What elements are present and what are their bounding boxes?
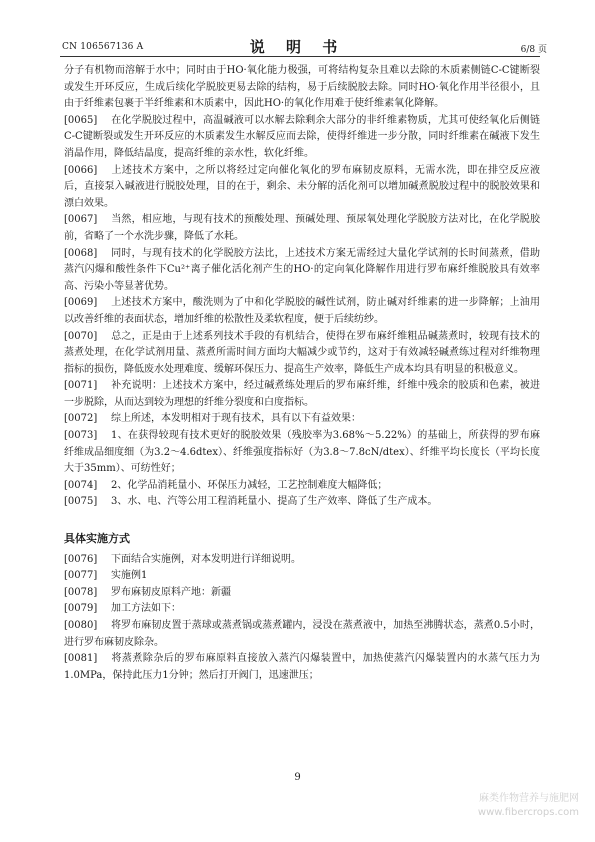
- paragraph-number: [0075]: [64, 496, 98, 508]
- section-heading: 具体实施方式: [64, 532, 130, 546]
- paragraph-0077: [64, 568, 540, 585]
- paragraph-text: 3、水、电、汽等公用工程消耗量小、提高了生产效率、降低了生产成本。: [111, 496, 438, 508]
- paragraph-0067: [64, 212, 540, 245]
- paragraph-0079: [64, 601, 540, 618]
- paragraph-number: [0070]: [64, 330, 98, 342]
- paragraph-text: 将罗布麻韧皮置于蒸球或蒸煮锅或蒸煮罐内，浸没在蒸煮液中，加热至沸腾状态，蒸煮0.5小时，进行罗布麻韧皮除杂。: [64, 620, 540, 648]
- paragraph-number: [0067]: [64, 214, 98, 226]
- paragraph-number: [0068]: [64, 247, 98, 259]
- paragraph-text: 综上所述，本发明相对于现有技术，具有以下有益效果：: [111, 413, 361, 425]
- description-body: [64, 63, 540, 684]
- paragraph-number: [0077]: [64, 570, 98, 582]
- paragraph-text: 总之，正是由于上述系列技术手段的有机结合，使得在罗布麻纤维粗品碱蒸煮时，较现有技术的蒸煮处理，在化学试剂用量、蒸煮所需时间方面均大幅减少或节约，这对于有效减轻碱煮练过程对纤维物理指标的损伤，降低废水处理难度、缓解环保压力、提高生产效率，降低生产成本均具有明显的积极意义。: [64, 330, 540, 375]
- paragraph-0073: [64, 428, 540, 478]
- paragraph-number: [0073]: [64, 430, 98, 442]
- paragraph-number: [0081]: [64, 653, 98, 665]
- paragraph-0072: [64, 411, 540, 428]
- paragraph-number: [0065]: [64, 114, 98, 126]
- page-number: 9: [294, 772, 301, 783]
- paragraph-0075: [64, 494, 540, 511]
- paragraph-number: [0080]: [64, 620, 98, 631]
- paragraph-number: [0076]: [64, 553, 98, 565]
- paragraph-text: 将蒸煮除杂后的罗布麻原料直接放入蒸汽闪爆装置中，加热使蒸汽闪爆装置内的水蒸气压力为1.0MPa，保持此压力1分钟；然后打开阀门，迅速泄压；: [64, 653, 540, 681]
- paragraph-text: 实施例1: [111, 570, 148, 582]
- paragraph-text: 当然，相应地，与现有技术的预酸处理、预碱处理、预尿氧处理化学脱胶方法对比，在化学脱胶前，省略了一个水洗步骤，降低了水耗。: [64, 214, 540, 242]
- paragraph-0078: [64, 585, 540, 602]
- paragraph-text: 上述技术方案中，之所以将经过定向催化氧化的罗布麻韧皮原料，无需水洗，即在排空反应液后，直接泵入碱液进行脱胶处理，目的在于，剩余、未分解的活化剂可以增加碱煮脱胶过程中的脱胶效果和漂白效果。: [64, 164, 540, 209]
- paragraph-0076: [64, 552, 540, 569]
- document-title: 说 明 书: [249, 38, 346, 56]
- paragraph-0074: [64, 478, 540, 495]
- paragraph-0069: [64, 295, 540, 328]
- watermark: [478, 792, 579, 820]
- paragraph-continuation: [64, 63, 540, 113]
- paragraph-number: [0072]: [64, 413, 98, 425]
- paragraph-0081: [64, 651, 540, 684]
- paragraph-0068: [64, 246, 540, 296]
- paragraph-number: [0071]: [64, 380, 98, 392]
- paragraph-text: 罗布麻韧皮原料产地：新疆: [111, 586, 231, 598]
- paragraph-text: 上述技术方案中，酸洗则为了中和化学脱胶的碱性试剂，防止碱对纤维素的进一步降解；上油用以改善纤维的表面状态，增加纤维的松散性及柔软程度，便于后续纺纱。: [64, 297, 540, 325]
- page-indicator: 6/8 页: [520, 45, 547, 55]
- paragraph-0066: [64, 163, 540, 213]
- paragraph-number: [0066]: [64, 164, 98, 176]
- paragraph-number: [0074]: [64, 479, 98, 491]
- patent-number: CN 106567136 A: [62, 42, 144, 52]
- paragraph-text: 补充说明：上述技术方案中，经过碱煮练处理后的罗布麻纤维，纤维中残余的胶质和色素，被进一步脱除，从而达到较为理想的纤维分裂度和白度指标。: [64, 380, 540, 408]
- paragraph-0070: [64, 329, 540, 379]
- paragraph-number: [0078]: [64, 586, 98, 598]
- paragraph-0065: [64, 113, 540, 163]
- paragraph-text: 下面结合实施例，对本发明进行详细说明。: [111, 553, 301, 565]
- paragraph-text: 在化学脱胶过程中，高温碱液可以水解去除剩余大部分的非纤维素物质，尤其可使经氧化后侧链C-C键断裂或发生开环反应的木质素发生水解反应而去除，使得纤维进一步分散，同时纤维素在碱液下发生消晶作用，降低结晶度，提高纤维的亲水性，软化纤维。: [64, 114, 540, 159]
- paragraph-0080: [64, 618, 540, 651]
- paragraph-number: [0069]: [64, 297, 98, 309]
- watermark-title: 麻类作物营养与施肥网: [479, 793, 579, 804]
- paragraph-0071: [64, 378, 540, 411]
- paragraph-text: 1、在获得较现有技术更好的脱胶效果（残胶率为3.68%～5.22%）的基础上，所获得的罗布麻纤维成品细度细（为3.2～4.6dtex）、纤维强度指标好（为3.8～7.8cN/dtex）、纤维平均长度长（平均长度大于35mm）、可纺性好；: [64, 430, 540, 475]
- paragraph-text: 同时，与现有技术的化学脱胶方法比，上述技术方案无需经过大量化学试剂的长时间蒸煮，借助蒸汽闪爆和酸性条件下Cu²⁺离子催化活化剂产生的HO·的定向氧化降解作用进行罗布麻纤维脱胶具有效率高、污染小等显著优势。: [64, 247, 540, 292]
- watermark-url: www.fibercrops.com: [477, 807, 579, 818]
- paragraph-text: 分子有机物而溶解于水中；同时由于HO·氧化能力极强，可将结构复杂且难以去除的木质素侧链C-C键断裂或发生开环反应，生成后续化学脱胶更易去除的结构，易于后续脱胶去除。同时HO·氧化作用半径很小，且由于纤维素包裹于半纤维素和木质素中，因此HO·的氧化作用难于使纤维素氧化降解。: [64, 65, 540, 110]
- header-divider: [60, 56, 540, 57]
- paragraph-text: 2、化学品消耗量小、环保压力减轻，工艺控制难度大幅降低；: [111, 479, 388, 491]
- paragraph-text: 加工方法如下：: [111, 603, 181, 615]
- paragraph-number: [0079]: [64, 603, 98, 615]
